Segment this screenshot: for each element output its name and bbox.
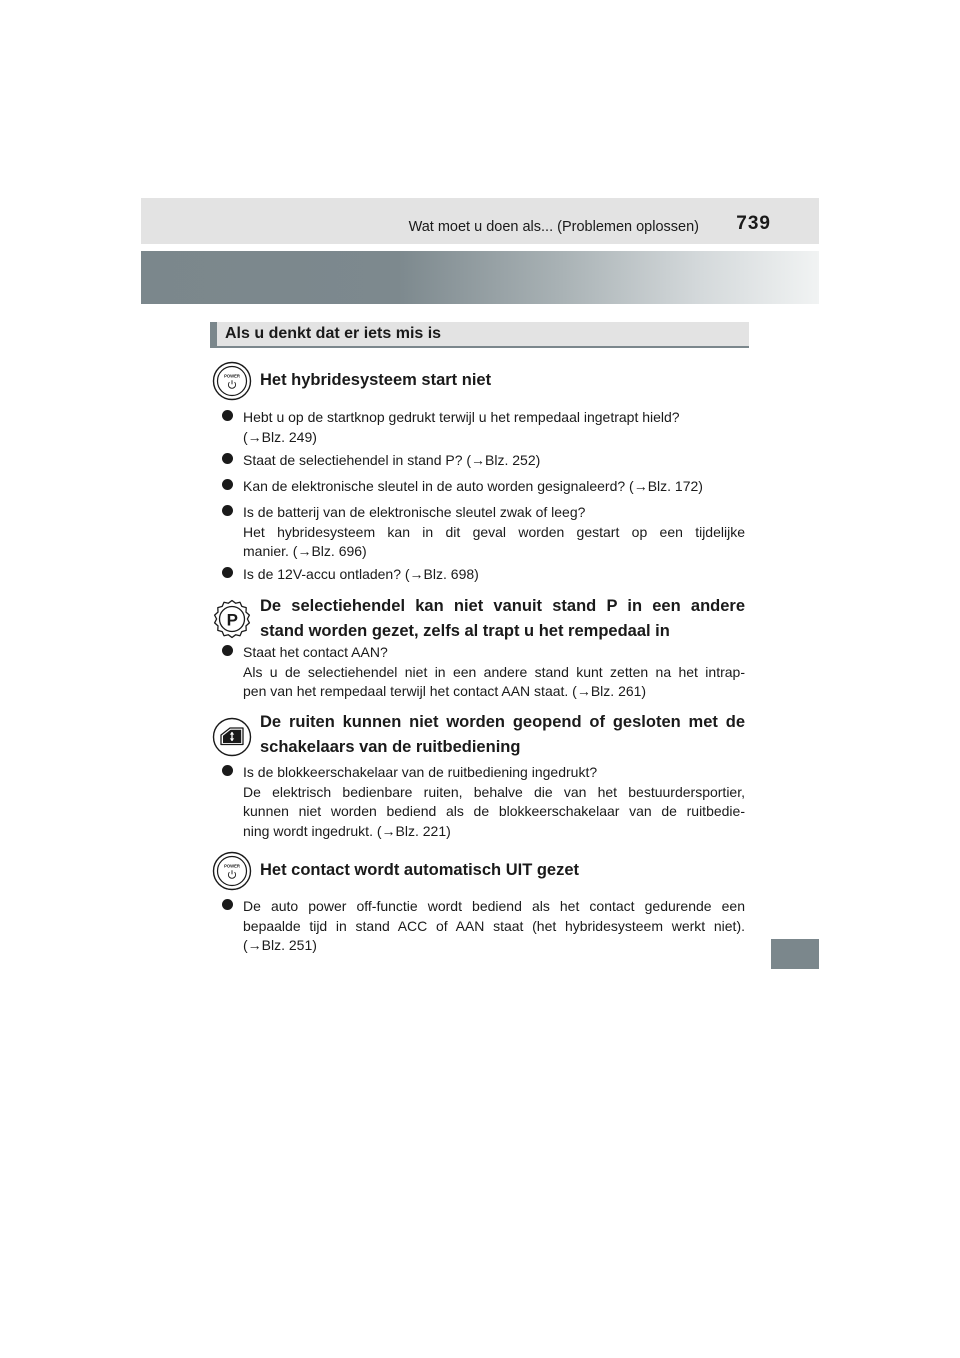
header-title: Wat moet u doen als... (Problemen oplossen) bbox=[408, 219, 699, 235]
bullet-dot bbox=[222, 765, 233, 776]
topic-title bbox=[260, 710, 745, 760]
power-label: POWER bbox=[224, 863, 240, 869]
bullet-line: Is de 12V-accu ontladen? (→Blz. 698) bbox=[243, 566, 479, 582]
power-window-icon bbox=[212, 717, 252, 757]
bullet-line: manier. (→Blz. 696) bbox=[243, 543, 367, 559]
chapter-band bbox=[141, 251, 819, 304]
svg-text:P: P bbox=[226, 610, 238, 630]
bullet-line: bepaalde tijd in stand ACC of AAN staat (het hybridesysteem werkt niet). bbox=[243, 917, 745, 934]
topic-title-line: stand worden gezet, zelfs al trapt u het rempedaal in bbox=[260, 622, 670, 640]
list-item bbox=[222, 565, 745, 585]
list-item bbox=[222, 503, 745, 562]
list-item bbox=[222, 477, 745, 497]
section-header bbox=[210, 322, 749, 348]
bullet-line: kunnen niet worden bediend als de blokkeerschakelaar van de ruitbedie- bbox=[243, 803, 745, 819]
section-title: Als u denkt dat er iets mis is bbox=[225, 325, 442, 342]
page-header bbox=[141, 198, 819, 244]
bullet-line: Is de blokkeerschakelaar van de ruitbediening ingedrukt? bbox=[243, 764, 598, 780]
bullet-dot bbox=[222, 479, 233, 490]
park-gear-icon bbox=[212, 599, 252, 639]
list-item bbox=[222, 763, 745, 841]
bullet-line: ning wordt ingedrukt. (→Blz. 221) bbox=[243, 822, 451, 839]
chapter-tab bbox=[771, 939, 819, 969]
bullet-line: (→Blz. 251) bbox=[243, 937, 317, 953]
power-button-icon bbox=[212, 361, 252, 401]
topic-title-line: De selectiehendel kan niet vanuit stand P in een andere bbox=[260, 597, 745, 615]
page-number: 739 bbox=[736, 213, 771, 234]
bullet-dot bbox=[222, 453, 233, 464]
bullet-line: Staat de selectiehendel in stand P? (→Blz. 252) bbox=[243, 452, 541, 468]
topic-title: Het hybridesysteem start niet bbox=[260, 371, 492, 389]
bullet-dot bbox=[222, 505, 233, 516]
bullet-dot bbox=[222, 645, 233, 656]
list-item bbox=[222, 643, 745, 702]
bullet-dot bbox=[222, 899, 233, 910]
topic-title-line: schakelaars van de ruitbediening bbox=[260, 738, 521, 756]
bullet-line: Is de batterij van de elektronische sleutel zwak of leeg? bbox=[243, 504, 586, 520]
bullet-line: Als u de selectiehendel niet in een andere stand kunt zetten na het intrap- bbox=[243, 663, 745, 680]
bullet-dot bbox=[222, 567, 233, 578]
bullet-line: pen van het rempedaal terwijl het contact AAN staat. (→Blz. 261) bbox=[243, 683, 647, 699]
bullet-line: De auto power off-functie wordt bediend als het contact gedurende een bbox=[243, 898, 745, 914]
topic-title-line: De ruiten kunnen niet worden geopend of gesloten met de bbox=[260, 713, 745, 731]
power-label: POWER bbox=[224, 373, 240, 379]
list-item bbox=[222, 408, 745, 447]
bullet-line: Het hybridesysteem kan in dit geval worden gestart op een tijdelijke bbox=[243, 523, 745, 540]
bullet-line: Kan de elektronische sleutel in de auto worden gesignaleerd? (→Blz. 172) bbox=[243, 478, 703, 494]
list-item bbox=[222, 897, 745, 956]
topic-title: Het contact wordt automatisch UIT gezet bbox=[260, 861, 580, 879]
bullet-line: Hebt u op de startknop gedrukt terwijl u het rempedaal ingetrapt hield? bbox=[243, 409, 680, 425]
bullet-line: De elektrisch bedienbare ruiten, behalve die van het bestuurdersportier, bbox=[243, 783, 745, 800]
bullet-dot bbox=[222, 410, 233, 421]
topic-title bbox=[260, 594, 745, 644]
bullet-line: Staat het contact AAN? bbox=[243, 644, 388, 660]
bullet-line: (→Blz. 249) bbox=[243, 428, 317, 445]
power-button-icon bbox=[212, 851, 252, 891]
list-item bbox=[222, 451, 745, 471]
section-accent bbox=[210, 322, 217, 346]
